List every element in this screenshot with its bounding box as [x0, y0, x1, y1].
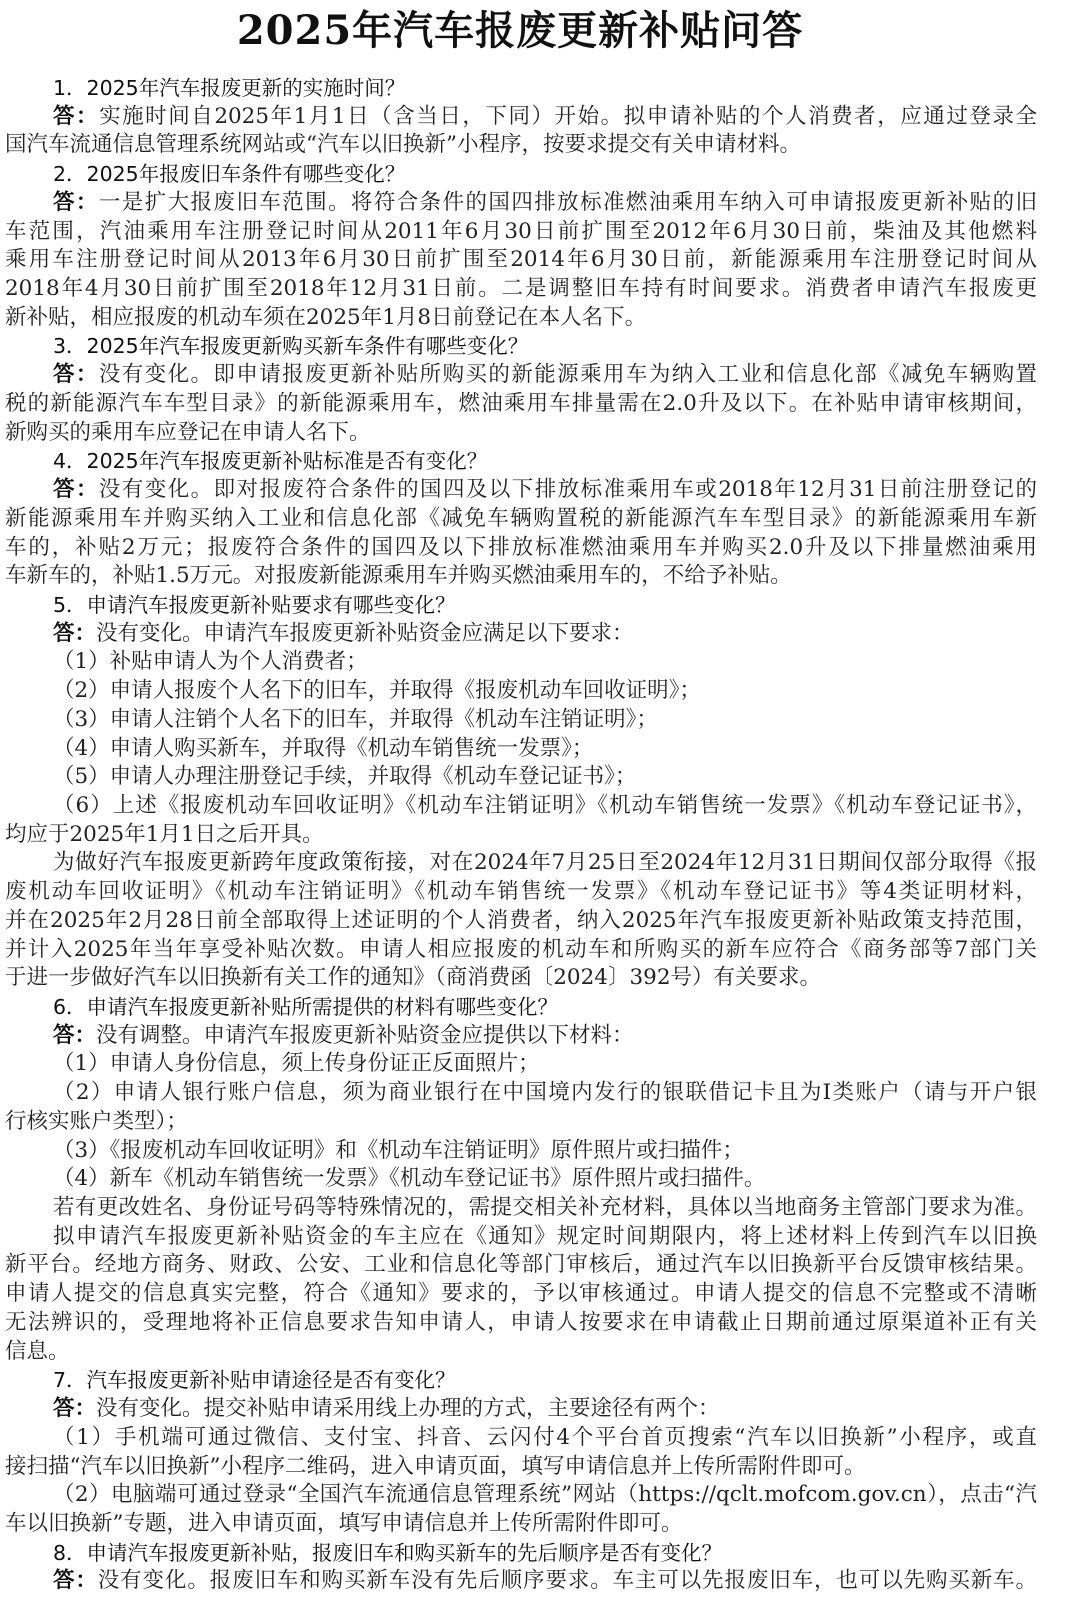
answer-text: 实施时间自2025年1月1日（含当日，下同）开始。拟申请补贴的个人消费者，应通过登录全 — [99, 103, 1037, 129]
text-line: 新能源乘用车并购买纳入工业和信息化部《减免车辆购置税的新能源汽车车型目录》的新能源乘用车新 — [5, 505, 1037, 531]
answer-line — [5, 1022, 1037, 1051]
list-item-line: （3）申请人注销个人名下的旧车，并取得《机动车注销证明》； — [53, 706, 658, 732]
text-line: 均应于2025年1月1日之后开具。 — [5, 821, 324, 847]
answer-label: 答： — [53, 1396, 97, 1422]
answer-text: 一是扩大报废旧车范围。将符合条件的国四排放标准燃油乘用车纳入可申请报废更新补贴的旧 — [98, 189, 1037, 215]
text-line: 税的新能源汽车车型目录》的新能源乘用车，燃油乘用车排量需在2.0升及以下。在补贴申请审核期间， — [5, 390, 1037, 416]
answer-label: 答： — [53, 362, 99, 388]
answer-label: 答： — [53, 1568, 98, 1594]
list-item-line: （2）申请人银行账户信息，须为商业银行在中国境内发行的银联借记卡且为I类账户（请与开户银 — [53, 1080, 1037, 1106]
answer-label: 答： — [53, 477, 99, 503]
list-item-line: （6）上述《报废机动车回收证明》《机动车注销证明》《机动车销售统一发票》《机动车登记证书》， — [53, 792, 1037, 818]
question-heading: 7．汽车报废更新补贴申请途径是否有变化？ — [53, 1368, 456, 1393]
list-item-line: （2）电脑端可通过登录“全国汽车流通信息管理系统”网站（https://qclt.mofcom.gov.cn），点击“汽 — [53, 1482, 1037, 1508]
question-heading: 4．2025年汽车报废更新补贴标准是否有变化？ — [53, 449, 488, 474]
answer-label: 答： — [53, 620, 97, 646]
text-line: 车范围，汽油乘用车注册登记时间从2011年6月30日前扩围至2012年6月30日前，柴油及其他燃料 — [5, 218, 1037, 244]
list-item-line: （5）申请人办理注册登记手续，并取得《机动车登记证书》； — [53, 764, 637, 790]
text-line: 新补贴，相应报废的机动车须在2025年1月8日前登记在本人名下。 — [5, 304, 647, 330]
answer-line — [5, 620, 1037, 649]
text-line: 接扫描“汽车以旧换新”小程序二维码，进入申请页面，填写申请信息并上传所需附件即可。 — [5, 1453, 866, 1479]
question-heading: 6．申请汽车报废更新补贴所需提供的材料有哪些变化？ — [53, 995, 559, 1019]
text-line: 无法辨识的，受理地将补正信息要求告知申请人，申请人按要求在申请截止日期前通过原渠道补正有关 — [5, 1309, 1037, 1335]
answer-label: 答： — [53, 1022, 97, 1048]
answer-text: 没有变化。申请汽车报废更新补贴资金应满足以下要求： — [96, 620, 634, 646]
list-item-line: （1）手机端可通过微信、支付宝、抖音、云闪付4个平台首页搜索“汽车以旧换新”小程序，或直 — [53, 1424, 1037, 1450]
list-item-line: （4）新车《机动车销售统一发票》《机动车登记证书》原件照片或扫描件。 — [53, 1166, 766, 1192]
question-heading: 5．申请汽车报废更新补贴要求有哪些变化？ — [53, 592, 456, 617]
answer-text: 没有变化。提交补贴申请采用线上办理的方式，主要途径有两个： — [96, 1396, 720, 1422]
text-line: 2018年4月30日前扩围至2018年12月31日前。二是调整旧车持有时间要求。消费者申请汽车报废更 — [5, 276, 1037, 302]
text-line: 车的，补贴2万元；报废符合条件的国四及以下排放标准燃油乘用车并购买2.0升及以下排量燃油乘用 — [5, 534, 1037, 560]
answer-line — [5, 361, 1037, 390]
text-line: 于进一步做好汽车以旧换新有关工作的通知》（商消费函〔2024〕392号）有关要求。 — [5, 965, 822, 991]
list-item-line: （2）申请人报废个人名下的旧车，并取得《报废机动车回收证明》； — [53, 678, 701, 704]
text-line: 行核实账户类型）； — [5, 1108, 188, 1134]
list-item-line: （3）《报废机动车回收证明》和《机动车注销证明》原件照片或扫描件； — [53, 1137, 744, 1163]
text-line: 车新车的，补贴1.5万元。对报废新能源乘用车并购买燃油乘用车的，不给予补贴。 — [5, 563, 792, 589]
qa-body — [5, 74, 1037, 1596]
text-line: 信息。 — [5, 1338, 70, 1364]
text-line: 废机动车回收证明》《机动车注销证明》《机动车销售统一发票》《机动车登记证书》等4类证明材料， — [5, 879, 1037, 905]
answer-text: 没有变化。即对报废符合条件的国四及以下排放标准乘用车或2018年12月31日前注册登记的 — [98, 477, 1037, 503]
text-line: 申请人提交的信息真实完整，符合《通知》要求的，予以审核通过。申请人提交的信息不完整或不清晰 — [5, 1281, 1037, 1307]
answer-line — [5, 103, 1037, 132]
text-line: 国汽车流通信息管理系统网站或“汽车以旧换新”小程序，按要求提交有关申请材料。 — [5, 132, 801, 158]
answer-text: 没有变化。即申请报废更新补贴所购买的新能源乘用车为纳入工业和信息化部《减免车辆购置 — [98, 362, 1037, 388]
question-heading: 8．申请汽车报废更新补贴，报废旧车和购买新车的先后顺序是否有变化？ — [53, 1540, 723, 1565]
answer-text: 没有调整。申请汽车报废更新补贴资金应提供以下材料： — [96, 1022, 634, 1048]
answer-text: 没有变化。报废旧车和购买新车没有先后顺序要求。车主可以先报废旧车，也可以先购买新车。 — [97, 1568, 1037, 1594]
answer-line — [5, 189, 1037, 218]
text-line: 并在2025年2月28日前全部取得上述证明的个人消费者，纳入2025年汽车报废更新补贴政策支持范围， — [5, 907, 1037, 933]
text-line: 乘用车注册登记时间从2013年6月30日前扩围至2014年6月30日前，新能源乘用车注册登记时间从 — [5, 247, 1037, 273]
answer-label: 答： — [53, 189, 99, 215]
list-item-line: 拟申请汽车报废更新补贴资金的车主应在《通知》规定时间期限内，将上述材料上传到汽车以旧换 — [53, 1223, 1037, 1249]
list-item-line: 若有更改姓名、身份证号码等特殊情况的，需提交相关补充材料，具体以当地商务主管部门要求为准。 — [53, 1195, 1037, 1221]
answer-line — [5, 476, 1037, 505]
text-line: 车以旧换新”专题，进入申请页面，填写申请信息并上传所需附件即可。 — [5, 1510, 683, 1536]
list-item-line: （1）申请人身份信息，须上传身份证正反面照片； — [53, 1051, 540, 1077]
question-heading: 2．2025年报废旧车条件有哪些变化？ — [53, 162, 406, 187]
text-line: 新平台。经地方商务、财政、公安、工业和信息化等部门审核后，通过汽车以旧换新平台反馈审核结果。 — [5, 1252, 1037, 1278]
question-heading: 3．2025年汽车报废更新购买新车条件有哪些变化？ — [53, 334, 529, 359]
list-item-line: （1）补贴申请人为个人消费者； — [53, 649, 368, 675]
question-heading: 1．2025年汽车报废更新的实施时间？ — [53, 76, 406, 100]
text-line: 并计入2025年当年享受补贴次数。申请人相应报废的机动车和所购买的新车应符合《商务部等7部门关 — [5, 936, 1037, 962]
list-item-line: 为做好汽车报废更新跨年度政策衔接，对在2024年7月25日至2024年12月31日期间仅部分取得《报 — [53, 850, 1037, 876]
answer-label: 答： — [53, 103, 100, 129]
document-title: 2025年汽车报废更新补贴问答 — [236, 7, 804, 54]
answer-line — [5, 1567, 1037, 1596]
list-item-line: （4）申请人购买新车，并取得《机动车销售统一发票》； — [53, 735, 594, 761]
text-line: 新购买的乘用车应登记在申请人名下。 — [5, 419, 371, 445]
answer-line — [5, 1395, 1037, 1424]
